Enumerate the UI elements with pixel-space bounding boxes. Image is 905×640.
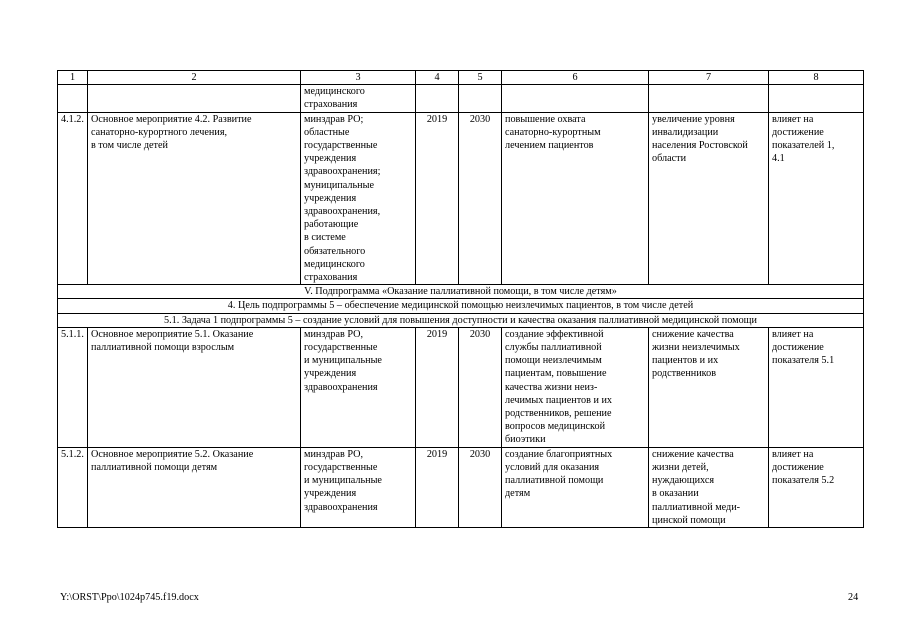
section-row	[58, 285, 864, 299]
header-cell: 5	[459, 71, 502, 85]
header-cell: 1	[58, 71, 88, 85]
task-title: 5.1. Задача 1 подпрограммы 5 – создание условий для повышения доступности и качества оказания паллиативной медицинской помощи	[58, 313, 864, 327]
consequence-cell: увеличение уровня инвалидизации населения Ростовской области	[649, 112, 769, 285]
executor-cell: минздрав РО, государственные и муниципальные учреждения здравоохранения	[301, 447, 416, 527]
result-cell: повышение охвата санаторно-курортным лечением пациентов	[502, 112, 649, 285]
table-row	[58, 447, 864, 527]
section-title: V. Подпрограмма «Оказание паллиативной помощи, в том числе детям»	[58, 285, 864, 299]
header-cell: 7	[649, 71, 769, 85]
goal-title: 4. Цель подпрограммы 5 – обеспечение медицинской помощью неизлечимых пациентов, в том числе детей	[58, 299, 864, 313]
goal-row	[58, 299, 864, 313]
link-cell: влияет на достижение показателя 5.1	[769, 327, 864, 447]
header-cell: 3	[301, 71, 416, 85]
file-path: Y:\ORST\Ppo\1024p745.f19.docx	[60, 592, 199, 603]
continuation-row	[58, 85, 864, 112]
executor-cell: медицинского страхования	[301, 85, 416, 112]
table-row	[58, 112, 864, 285]
program-table	[57, 70, 864, 528]
row-number: 5.1.2.	[58, 447, 88, 527]
consequence-cell: снижение качества жизни неизлечимых пациентов и их родственников	[649, 327, 769, 447]
start-year: 2019	[416, 447, 459, 527]
event-cell: Основное мероприятие 5.1. Оказание паллиативной помощи взрослым	[88, 327, 301, 447]
header-cell: 6	[502, 71, 649, 85]
consequence-cell: снижение качества жизни детей, нуждающихся в оказании паллиативной меди- цинской помощи	[649, 447, 769, 527]
link-cell: влияет на достижение показателя 5.2	[769, 447, 864, 527]
end-year: 2030	[459, 447, 502, 527]
link-cell: влияет на достижение показателей 1, 4.1	[769, 112, 864, 285]
end-year: 2030	[459, 327, 502, 447]
header-cell: 2	[88, 71, 301, 85]
start-year: 2019	[416, 327, 459, 447]
end-year: 2030	[459, 112, 502, 285]
task-row	[58, 313, 864, 327]
executor-cell: минздрав РО; областные государственные учреждения здравоохранения; муниципальные учреждения здравоохранения, работающие в системе обязательного медицинского страхования	[301, 112, 416, 285]
result-cell: создание благоприятных условий для оказания паллиативной помощи детям	[502, 447, 649, 527]
event-cell: Основное мероприятие 4.2. Развитие санаторно-курортного лечения, в том числе детей	[88, 112, 301, 285]
row-number: 5.1.1.	[58, 327, 88, 447]
header-row	[58, 71, 864, 85]
header-cell: 8	[769, 71, 864, 85]
row-number: 4.1.2.	[58, 112, 88, 285]
page-number: 24	[848, 592, 859, 603]
event-cell: Основное мероприятие 5.2. Оказание паллиативной помощи детям	[88, 447, 301, 527]
executor-cell: минздрав РО, государственные и муниципальные учреждения здравоохранения	[301, 327, 416, 447]
start-year: 2019	[416, 112, 459, 285]
header-cell: 4	[416, 71, 459, 85]
table-row	[58, 327, 864, 447]
result-cell: создание эффективной службы паллиативной помощи неизлечимым пациентам, повышение качества жизни неиз- лечимых пациентов и их родственников, решение вопросов медицинской биоэтики	[502, 327, 649, 447]
